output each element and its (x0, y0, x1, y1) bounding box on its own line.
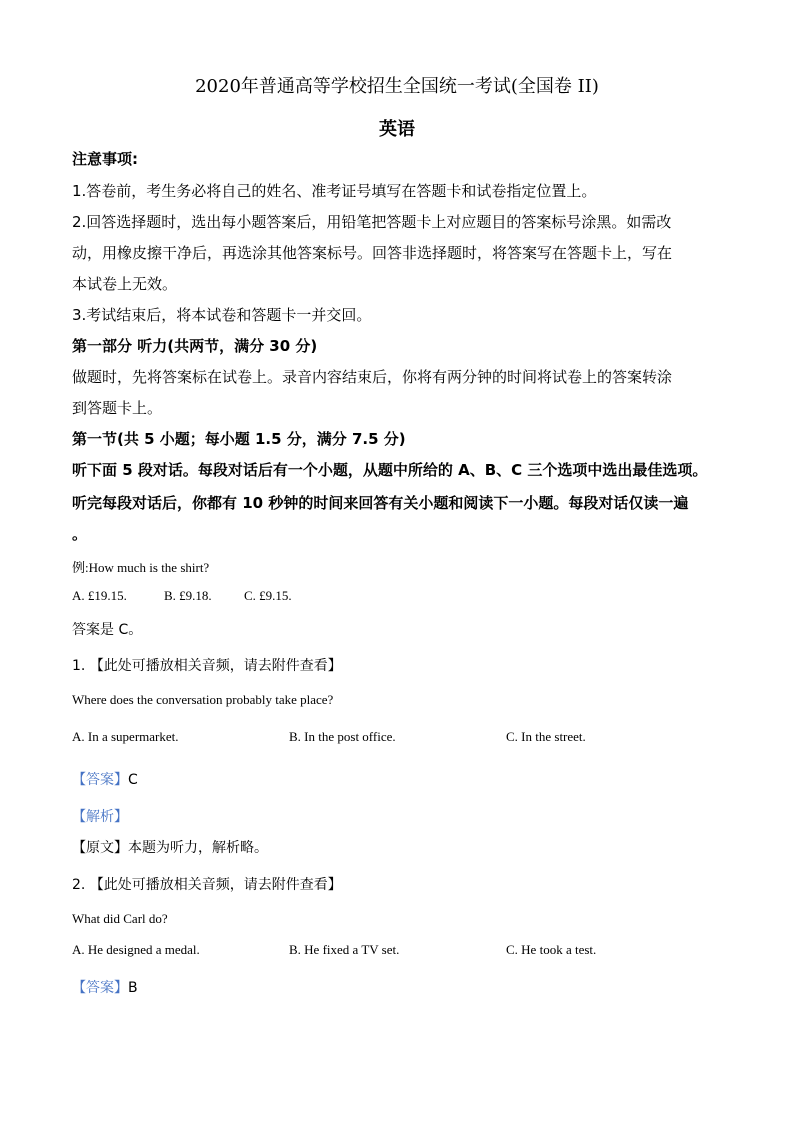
example-option-b: B. £9.18. (164, 588, 212, 603)
question-1-option-a: A. In a supermarket. (72, 729, 179, 744)
part1-instruction-line-2: 到答题卡上。 (72, 399, 163, 417)
exam-title: 2020年普通高等学校招生全国统一考试(全国卷 II) (195, 76, 599, 97)
section1-instruction-line-1: 听下面 5 段对话。每段对话后有一个小题，从题中所给的 A、B、C 三个选项中选出最佳选项。 (72, 461, 708, 479)
example-answer: 答案是 C。 (72, 622, 143, 638)
notice-item-2-line-3: 本试卷上无效。 (72, 275, 178, 293)
question-1-option-c: C. In the street. (506, 729, 586, 744)
notice-item-3: 3.考试结束后，将本试卷和答题卡一并交回。 (72, 306, 372, 324)
answer-value: B (128, 980, 138, 996)
question-1-analysis-label: 【解析】 (72, 809, 128, 825)
notice-heading: 注意事项: (72, 150, 138, 168)
question-1-prompt: Where does the conversation probably take place? (72, 692, 334, 707)
question-2-option-c: C. He took a test. (506, 942, 597, 957)
example-option-c: C. £9.15. (244, 588, 292, 603)
section1-heading: 第一节(共 5 小题；每小题 1.5 分，满分 7.5 分) (72, 430, 406, 448)
notice-item-1: 1.答卷前，考生务必将自己的姓名、准考证号填写在答题卡和试卷指定位置上。 (72, 182, 597, 200)
question-2-prompt: What did Carl do? (72, 911, 168, 926)
question-1-original (72, 837, 268, 857)
answer-label: 【答案】 (72, 772, 128, 788)
subject-title: 英语 (379, 119, 415, 140)
question-1-title: 1. 【此处可播放相关音频，请去附件查看】 (72, 658, 342, 674)
question-2-option-a: A. He designed a medal. (72, 942, 200, 957)
part1-heading: 第一部分 听力(共两节，满分 30 分) (72, 337, 318, 355)
question-2-title: 2. 【此处可播放相关音频，请去附件查看】 (72, 877, 342, 893)
question-1-option-b: B. In the post office. (289, 729, 396, 744)
section1-instruction-line-3: 。 (72, 525, 88, 543)
question-1-answer (72, 769, 138, 789)
question-2-option-b: B. He fixed a TV set. (289, 942, 400, 957)
original-text: 本题为听力，解析略。 (128, 840, 268, 856)
answer-value: C (128, 772, 138, 788)
notice-item-2-line-1: 2.回答选择题时，选出每小题答案后，用铅笔把答题卡上对应题目的答案标号涂黑。如需改 (72, 213, 672, 231)
question-2-answer (72, 977, 138, 997)
section1-instruction-line-2: 听完每段对话后，你都有 10 秒钟的时间来回答有关小题和阅读下一小题。每段对话仅读一遍 (72, 494, 689, 512)
answer-label: 【答案】 (72, 980, 128, 996)
example-question: 例:How much is the shirt? (72, 560, 210, 575)
part1-instruction-line-1: 做题时，先将答案标在试卷上。录音内容结束后，你将有两分钟的时间将试卷上的答案转涂 (72, 368, 673, 386)
example-option-a: A. £19.15. (72, 588, 127, 603)
original-label: 【原文】 (72, 840, 128, 856)
notice-item-2-line-2: 动，用橡皮擦干净后，再选涂其他答案标号。回答非选择题时，将答案写在答题卡上，写在 (72, 244, 673, 262)
